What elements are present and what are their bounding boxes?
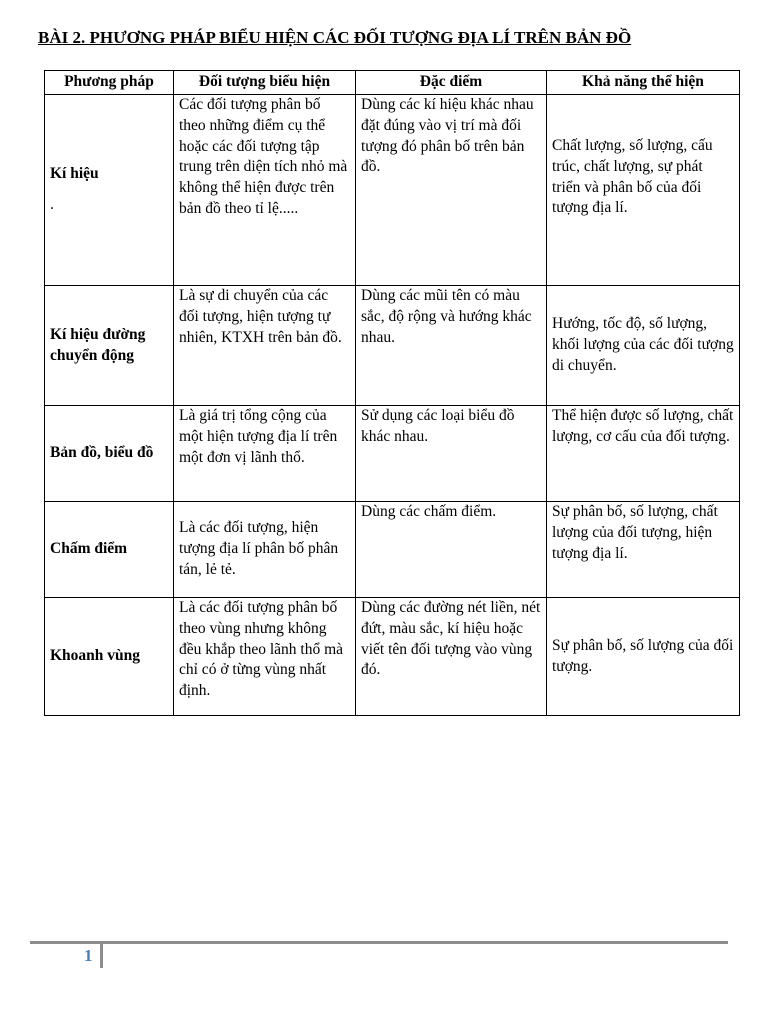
header-method: Phương pháp: [45, 71, 174, 95]
row-capability: Sự phân bố, số lượng của đối tượng.: [547, 598, 740, 716]
row-object: Là các đối tượng, hiện tượng địa lí phân bố phân tán, lẻ tẻ.: [174, 502, 356, 598]
row-object: Là giá trị tổng cộng của một hiện tượng địa lí trên một đơn vị lãnh thổ.: [174, 406, 356, 502]
row-method: Kí hiệu đường chuyển động: [45, 286, 174, 406]
row-object: Các đối tượng phân bố theo những điểm cụ thể hoặc các đối tượng tập trung trên diện tích nhỏ mà không thể hiện được trên bản đồ theo tỉ lệ.....: [174, 95, 356, 286]
row-object: Là các đối tượng phân bố theo vùng nhưng không đều khắp theo lãnh thổ mà chỉ có ở từng vùng nhất định.: [174, 598, 356, 716]
row-feature: Dùng các đường nét liền, nét đứt, màu sắc, kí hiệu hoặc viết tên đối tượng vào vùng đó.: [356, 598, 547, 716]
document-title: BÀI 2. PHƯƠNG PHÁP BIỂU HIỆN CÁC ĐỐI TƯỢNG ĐỊA LÍ TRÊN BẢN ĐỒ: [38, 28, 632, 47]
row-capability: Hướng, tốc độ, số lượng, khối lượng của các đối tượng di chuyển.: [547, 286, 740, 406]
row-feature: Dùng các kí hiệu khác nhau đặt đúng vào vị trí mà đối tượng đó phân bố trên bản đồ.: [356, 95, 547, 286]
row-method: Khoanh vùng: [45, 598, 174, 716]
row-method: Bản đồ, biểu đồ: [45, 406, 174, 502]
row-method: [45, 95, 174, 286]
page-number: 1: [84, 946, 93, 965]
row-capability: Chất lượng, số lượng, cấu trúc, chất lượng, sự phát triển và phân bố của đối tượng địa lí.: [547, 95, 740, 286]
methods-table: [44, 70, 740, 716]
table-row: [45, 286, 740, 406]
row-capability: Sự phân bố, số lượng, chất lượng của đối tượng, hiện tượng địa lí.: [547, 502, 740, 598]
row-object: Là sự di chuyển của các đối tượng, hiện tượng tự nhiên, KTXH trên bản đồ.: [174, 286, 356, 406]
method-note: .: [50, 196, 54, 213]
table-row: [45, 95, 740, 286]
page-number-divider: [100, 944, 103, 968]
row-feature: Dùng các mũi tên có màu sắc, độ rộng và hướng khác nhau.: [356, 286, 547, 406]
table-row: [45, 502, 740, 598]
row-feature: Sử dụng các loại biểu đồ khác nhau.: [356, 406, 547, 502]
row-feature: Dùng các chấm điểm.: [356, 502, 547, 598]
table-header-row: [45, 71, 740, 95]
header-feature: Đặc điểm: [356, 71, 547, 95]
row-capability: Thể hiện được số lượng, chất lượng, cơ cấu của đối tượng.: [547, 406, 740, 502]
header-capability: Khả năng thể hiện: [547, 71, 740, 95]
header-object: Đối tượng biểu hiện: [174, 71, 356, 95]
row-method: Chấm điểm: [45, 502, 174, 598]
footer-rule: [30, 941, 728, 944]
table-row: [45, 406, 740, 502]
method-label: Kí hiệu: [50, 165, 99, 183]
table-row: [45, 598, 740, 716]
